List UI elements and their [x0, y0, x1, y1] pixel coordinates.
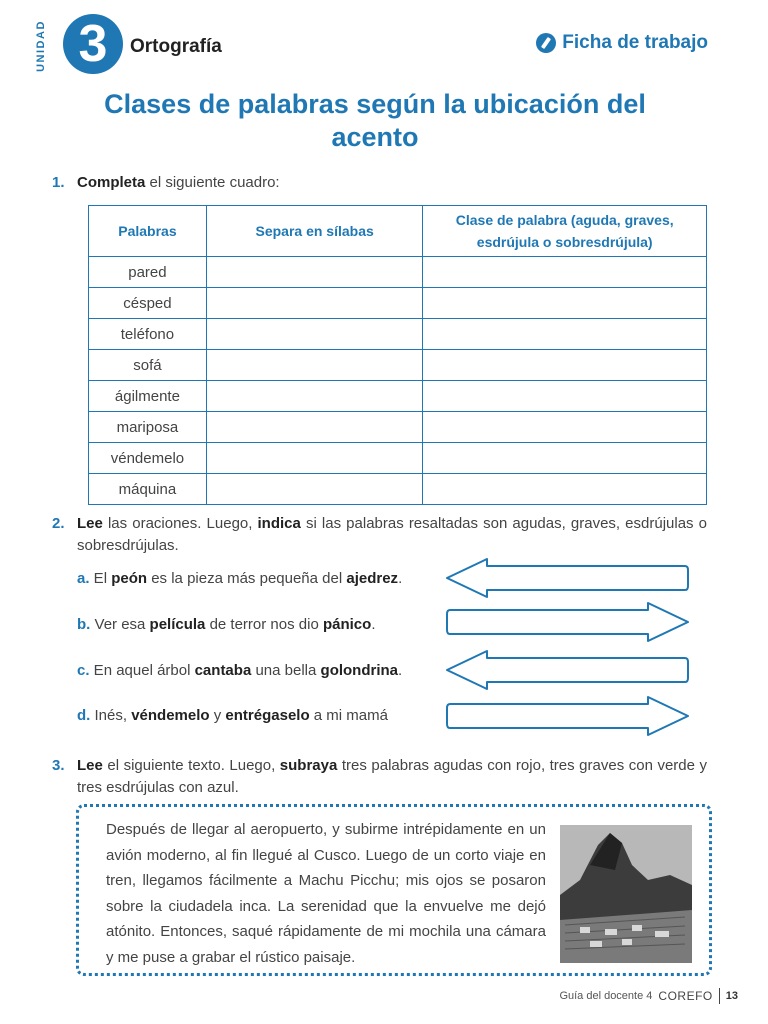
word-cell: césped — [89, 288, 207, 319]
table-row — [89, 443, 707, 474]
sentence-d: d. Inés, véndemelo y entrégaselo a mi mamá — [77, 707, 388, 724]
answer-arrow-left-c[interactable] — [445, 648, 690, 692]
header-syllables: Separa en sílabas — [206, 206, 423, 257]
word-cell: máquina — [89, 474, 207, 505]
table-row — [89, 319, 707, 350]
class-cell[interactable] — [423, 257, 707, 288]
table-row — [89, 257, 707, 288]
header-words: Palabras — [89, 206, 207, 257]
page-footer — [559, 988, 738, 1004]
sentence-b: b. Ver esa película de terror nos dio pánico. — [77, 616, 376, 633]
machu-picchu-photo — [560, 825, 692, 963]
table-row — [89, 288, 707, 319]
answer-arrow-right-d[interactable] — [445, 694, 690, 738]
sentence-a: a. El peón es la pieza más pequeña del ajedrez. — [77, 570, 403, 587]
exercise-1-instruction: Completa el siguiente cuadro: — [77, 174, 280, 191]
syllable-cell[interactable] — [206, 412, 423, 443]
header-word-class: Clase de palabra (aguda, graves, esdrújula o sobresdrújula) — [423, 206, 707, 257]
class-cell[interactable] — [423, 381, 707, 412]
word-cell: mariposa — [89, 412, 207, 443]
syllable-cell[interactable] — [206, 381, 423, 412]
class-cell[interactable] — [423, 319, 707, 350]
syllable-cell[interactable] — [206, 443, 423, 474]
class-cell[interactable] — [423, 288, 707, 319]
exercise-3-instruction: Lee el siguiente texto. Luego, subraya tres palabras agudas con rojo, tres graves con verde y tres esdrújulas con azul. — [77, 757, 707, 796]
table-row — [89, 350, 707, 381]
footer-divider — [719, 988, 720, 1004]
class-cell[interactable] — [423, 350, 707, 381]
table-row — [89, 381, 707, 412]
exercise-2-instruction: Lee las oraciones. Luego, indica si las palabras resaltadas son agudas, graves, esdrújulas o sobresdrújulas. — [77, 515, 707, 554]
answer-arrow-left-a[interactable] — [445, 556, 690, 600]
word-cell: sofá — [89, 350, 207, 381]
exercise-1-number: 1. — [52, 174, 65, 191]
unit-number-badge: 3 — [63, 14, 123, 74]
table-row — [89, 474, 707, 505]
exercise-2-number: 2. — [52, 515, 65, 532]
section-title: Ortografía — [130, 36, 222, 57]
guide-label: Guía del docente 4 — [559, 990, 653, 1002]
page-title: Clases de palabras según la ubicación del acento — [104, 89, 646, 152]
unit-label: UNIDAD — [34, 20, 47, 72]
syllable-cell[interactable] — [206, 350, 423, 381]
publisher-logo: COREFO — [658, 989, 713, 1003]
syllable-cell[interactable] — [206, 474, 423, 505]
word-cell: véndemelo — [89, 443, 207, 474]
exercise-3-number: 3. — [52, 757, 65, 774]
class-cell[interactable] — [423, 474, 707, 505]
class-cell[interactable] — [423, 443, 707, 474]
worksheet-label-text: Ficha de trabajo — [562, 32, 708, 53]
worksheet-label — [536, 32, 708, 54]
syllable-cell[interactable] — [206, 257, 423, 288]
class-cell[interactable] — [423, 412, 707, 443]
reading-text: Después de llegar al aeropuerto, y subirme intrépidamente en un avión moderno, al fin llegué al Cusco. Luego de un corto viaje en tren, llegamos fácilmente a Machu Picchu; mis ojos se posaron sobre la ciudadela inca. La serenidad que la envuelve me dejó atónito. Entonces, saqué rápidamente de mi mochila una cámara y me puse a grabar el rústico paisaje. — [106, 821, 546, 966]
table-row — [89, 412, 707, 443]
syllable-table — [88, 205, 707, 505]
answer-arrow-right-b[interactable] — [445, 600, 690, 644]
word-cell: ágilmente — [89, 381, 207, 412]
sentence-c: c. En aquel árbol cantaba una bella golondrina. — [77, 662, 403, 679]
word-cell: teléfono — [89, 319, 207, 350]
word-cell: pared — [89, 257, 207, 288]
pencil-icon — [536, 33, 556, 53]
page-number: 13 — [725, 990, 738, 1002]
syllable-cell[interactable] — [206, 288, 423, 319]
syllable-cell[interactable] — [206, 319, 423, 350]
